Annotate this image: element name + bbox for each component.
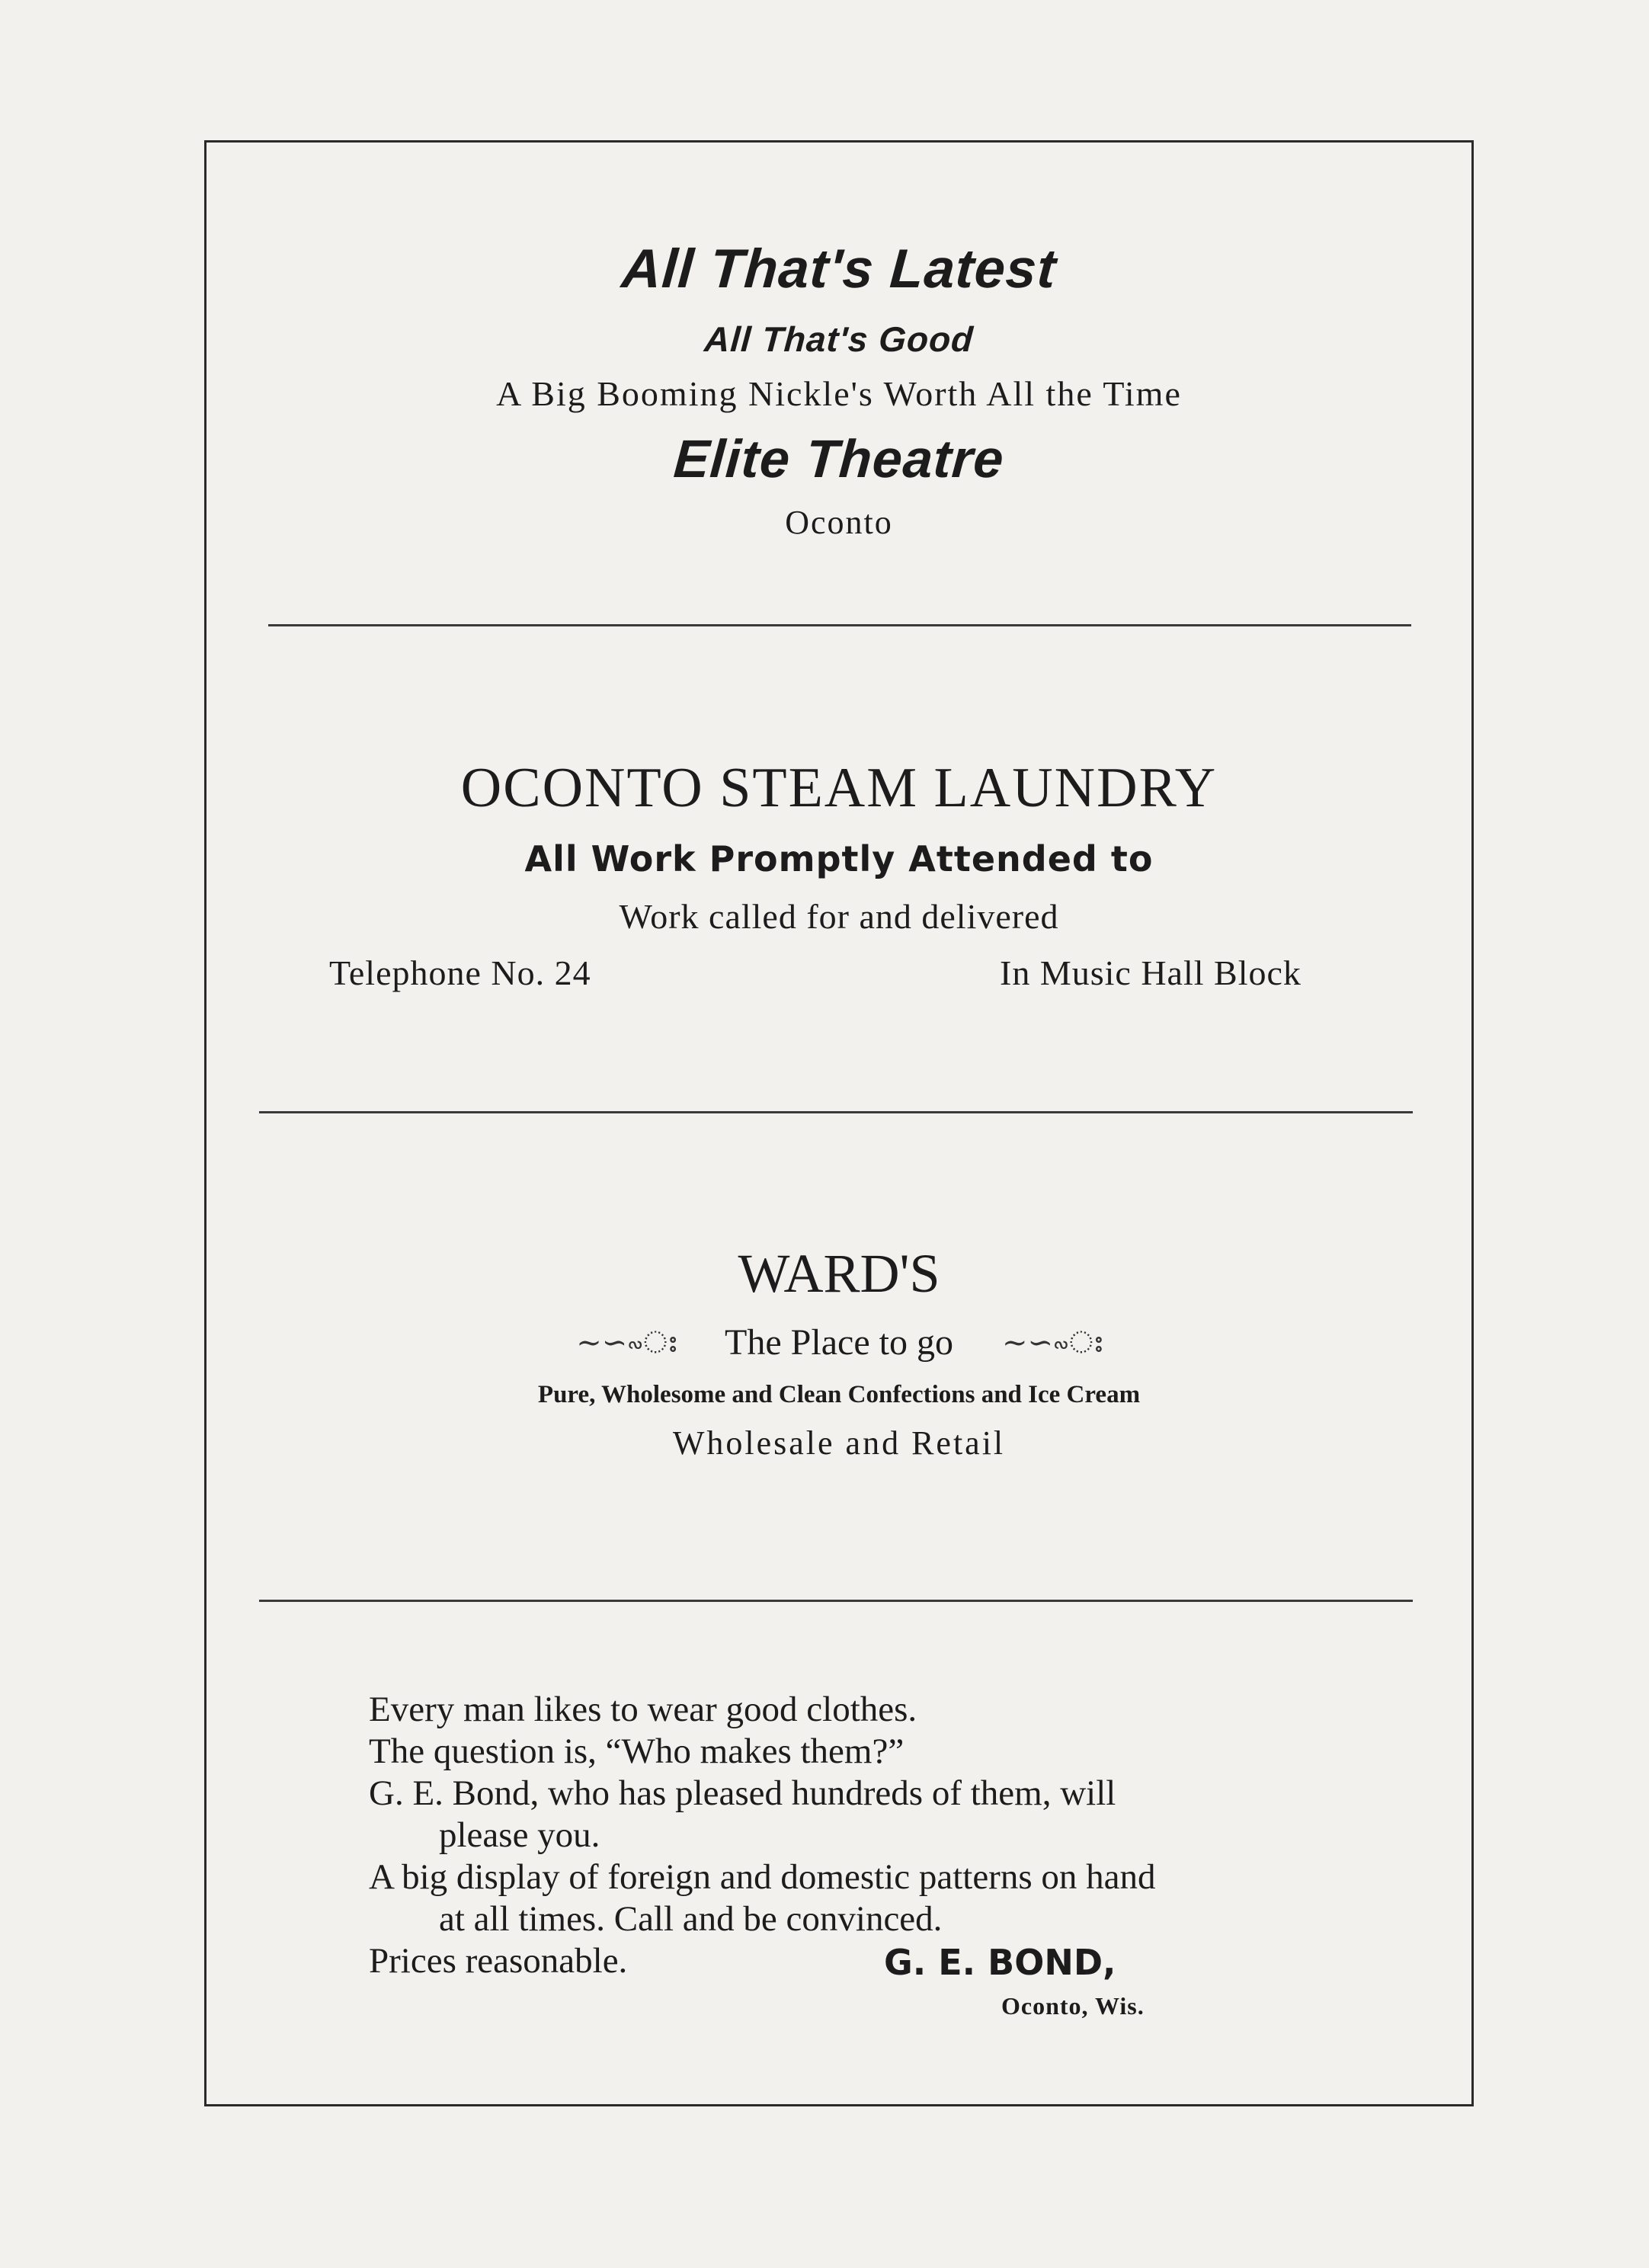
bond-line: at all times. Call and be convinced.: [439, 1899, 943, 1939]
separator-3: [259, 1600, 1413, 1602]
elite-theatre-name: Elite Theatre: [671, 429, 1007, 489]
bond-line: The question is, “Who makes them?”: [369, 1731, 905, 1771]
wards-name: WARD'S: [738, 1243, 940, 1304]
bond-signature: G. E. BOND,: [884, 1942, 1116, 1983]
wards-ad: [204, 0, 1474, 1600]
bond-signature-city: Oconto, Wis.: [1001, 1992, 1145, 2020]
bond-ad: [369, 1689, 1359, 1982]
elite-subheadline: All That's Good: [703, 319, 975, 359]
bond-line: G. E. Bond, who has pleased hundreds of them, will: [369, 1773, 1116, 1813]
wards-trade: Wholesale and Retail: [672, 1424, 1006, 1462]
flourish-left-icon: ~∽∾ഃ: [576, 1325, 677, 1360]
wards-tagline-row: [204, 1321, 1474, 1363]
flourish-right-icon: ~∽∾ഃ: [1001, 1325, 1102, 1360]
bond-line: Every man likes to wear good clothes.: [369, 1690, 917, 1729]
elite-city: Oconto: [785, 504, 893, 541]
wards-tagline: The Place to go: [725, 1322, 953, 1363]
laundry-service: Work called for and delivered: [619, 897, 1059, 936]
bond-line: Prices reasonable.: [369, 1941, 628, 1981]
laundry-name: OCONTO STEAM LAUNDRY: [460, 757, 1218, 819]
bond-line: A big display of foreign and domestic patterns on hand: [369, 1857, 1156, 1897]
laundry-telephone: Telephone No. 24: [329, 953, 591, 992]
laundry-location: In Music Hall Block: [1000, 953, 1302, 992]
laundry-tagline: All Work Promptly Attended to: [524, 838, 1154, 879]
bond-line: please you.: [439, 1815, 600, 1855]
wards-products: Pure, Wholesome and Clean Confections and Ice Cream: [537, 1381, 1141, 1408]
elite-tagline: A Big Booming Nickle's Worth All the Time: [496, 374, 1182, 413]
elite-headline: All That's Latest: [620, 239, 1058, 300]
